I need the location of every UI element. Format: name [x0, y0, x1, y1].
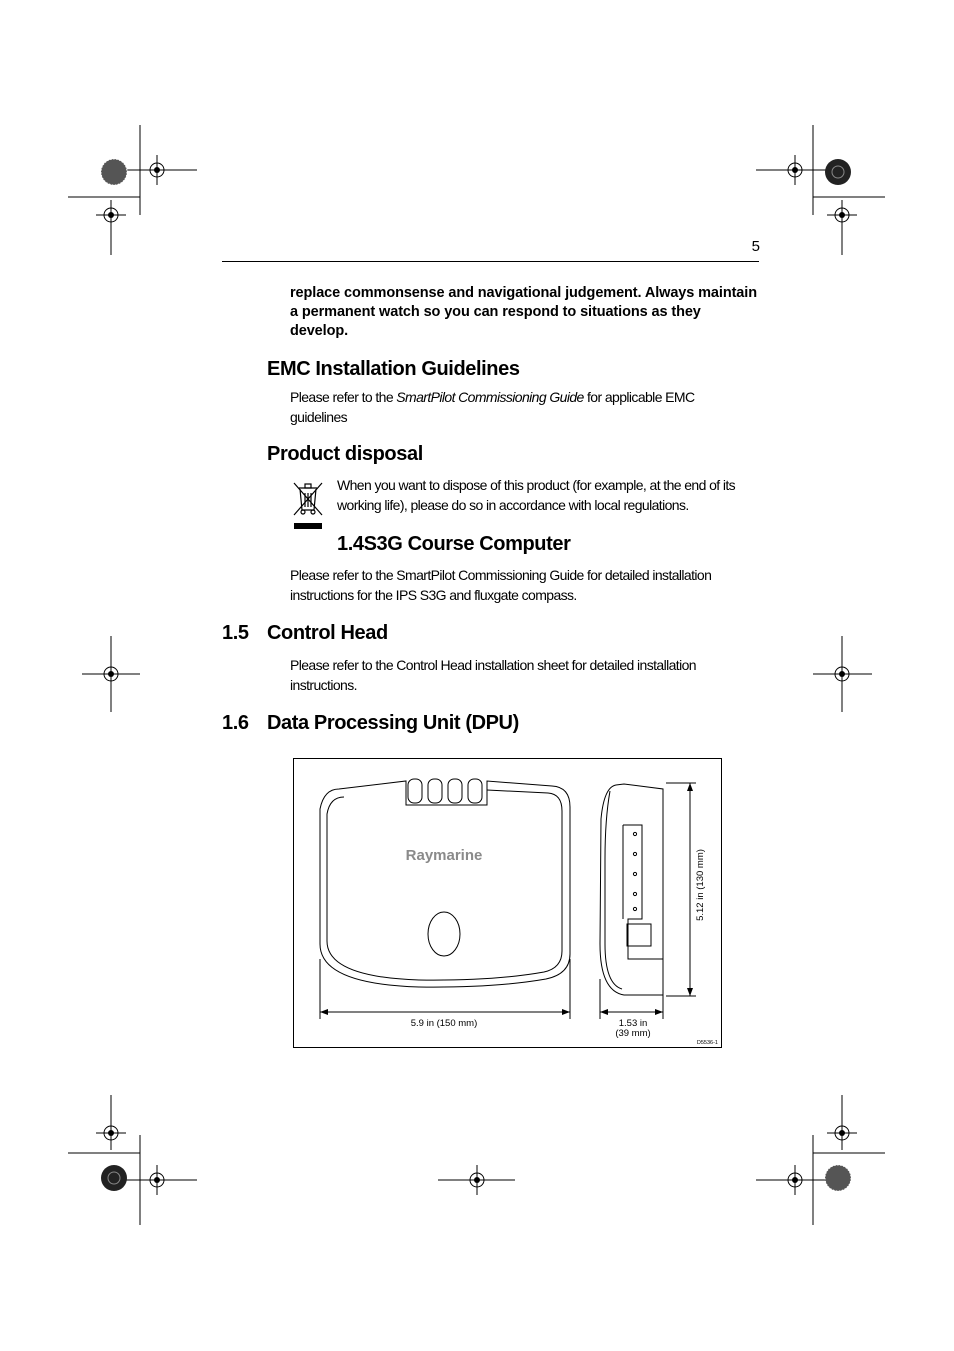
- section-number: 1.6: [222, 712, 249, 734]
- control-head-text: Please refer to the Control Head installation sheet for detailed installation instructions.: [290, 657, 696, 693]
- warning-text: replace commonsense and navigational judgement. Always maintain a permanent watch so you can respond to situations as they develop.: [290, 285, 757, 339]
- dpu-drawing: [294, 759, 721, 1047]
- dpu-figure: [293, 758, 722, 1048]
- emc-heading: EMC Installation Guidelines: [267, 358, 520, 380]
- s3g-heading: 1.4S3G Course Computer: [337, 533, 571, 555]
- height-dimension-label: 5.12 in (130 mm): [695, 849, 706, 921]
- emc-text: [290, 388, 720, 427]
- section-title: Control Head: [267, 622, 388, 644]
- figure-id: D5536-1: [696, 1040, 718, 1046]
- weee-bin-icon: [290, 480, 326, 532]
- width-dimension-label: 5.9 in (150 mm): [410, 1018, 478, 1029]
- section-title: Data Processing Unit (DPU): [267, 712, 519, 734]
- depth-dimension-label-mm: (39 mm): [615, 1028, 651, 1039]
- emc-text-before: Please refer to the: [290, 389, 397, 405]
- header-rule: [222, 261, 759, 262]
- dpu-heading: [222, 712, 519, 735]
- control-head-heading: [222, 622, 388, 645]
- section-number: 1.5: [222, 622, 249, 644]
- brand-label: Raymarine: [405, 847, 483, 864]
- emc-guide-title: SmartPilot Commissioning Guide: [396, 389, 584, 405]
- s3g-text: Please refer to the SmartPilot Commissioning Guide for detailed installation instructions for the IPS S3G and fluxgate compass.: [290, 567, 712, 603]
- emc-text-after: for applicable EMC guidelines: [290, 389, 695, 425]
- page-number: 5: [751, 238, 760, 255]
- disposal-heading: Product disposal: [267, 443, 423, 465]
- disposal-text: When you want to dispose of this product (for example, at the end of its working life), please do so in accordance with local regulations.: [337, 477, 736, 513]
- depth-dimension-label: 1.53 in: [618, 1018, 648, 1029]
